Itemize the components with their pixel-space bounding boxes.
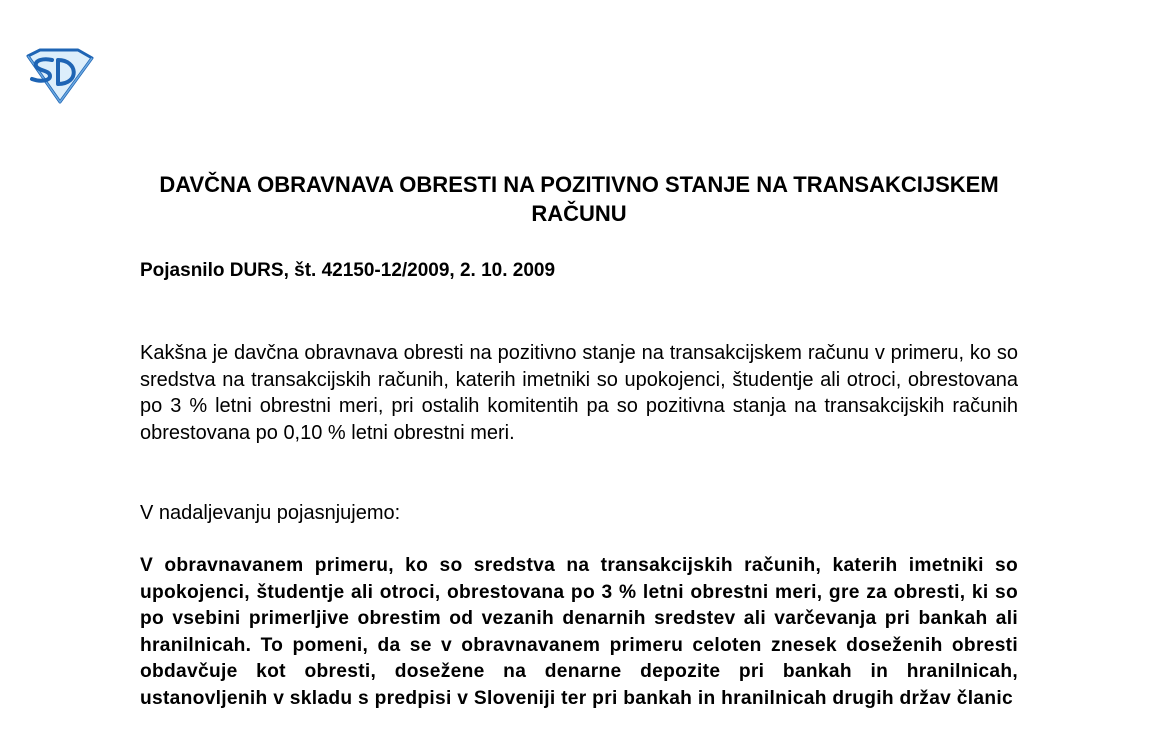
- document-subtitle: Pojasnilo DURS, št. 42150-12/2009, 2. 10. 2009: [140, 260, 556, 281]
- paragraph-answer: V obravnavanem primeru, ko so sredstva na transakcijskih računih, katerih imetniki so upokojenci, študentje ali otroci, obrestovana po 3 % letni obrestni meri, gre za obresti, ki so po vsebini primerljive obrestim od vezanih denarnih sredstev ali varčevanja pri bankah ali hranilnicah. To pomeni, da se v obravnavanem primeru celoten znesek doseženih obresti obdavčuje kot obresti, dosežene na denarne depozite pri bankah in hranilnicah, ustanovljenih v skladu s predpisi v Sloveniji ter pri bankah in hranilnicah drugih držav članic: [140, 555, 1018, 709]
- paragraph-intro: V nadaljevanju pojasnjujemo:: [140, 502, 401, 524]
- sd-logo-icon: [22, 48, 96, 104]
- document-title: DAVČNA OBRAVNAVA OBRESTI NA POZITIVNO STANJE NA TRANSAKCIJSKEM RAČUNU: [159, 172, 999, 226]
- paragraph-question: Kakšna je davčna obravnava obresti na pozitivno stanje na transakcijskem računu v primeru, ko so sredstva na transakcijskih računih, katerih imetniki so upokojenci, študentje ali otroci, obrestovana po 3 % letni obrestni meri, pri ostalih komitentih pa so pozitivna stanja na transakcijskih računih obrestovana po 0,10 % letni obrestni meri.: [140, 342, 1018, 444]
